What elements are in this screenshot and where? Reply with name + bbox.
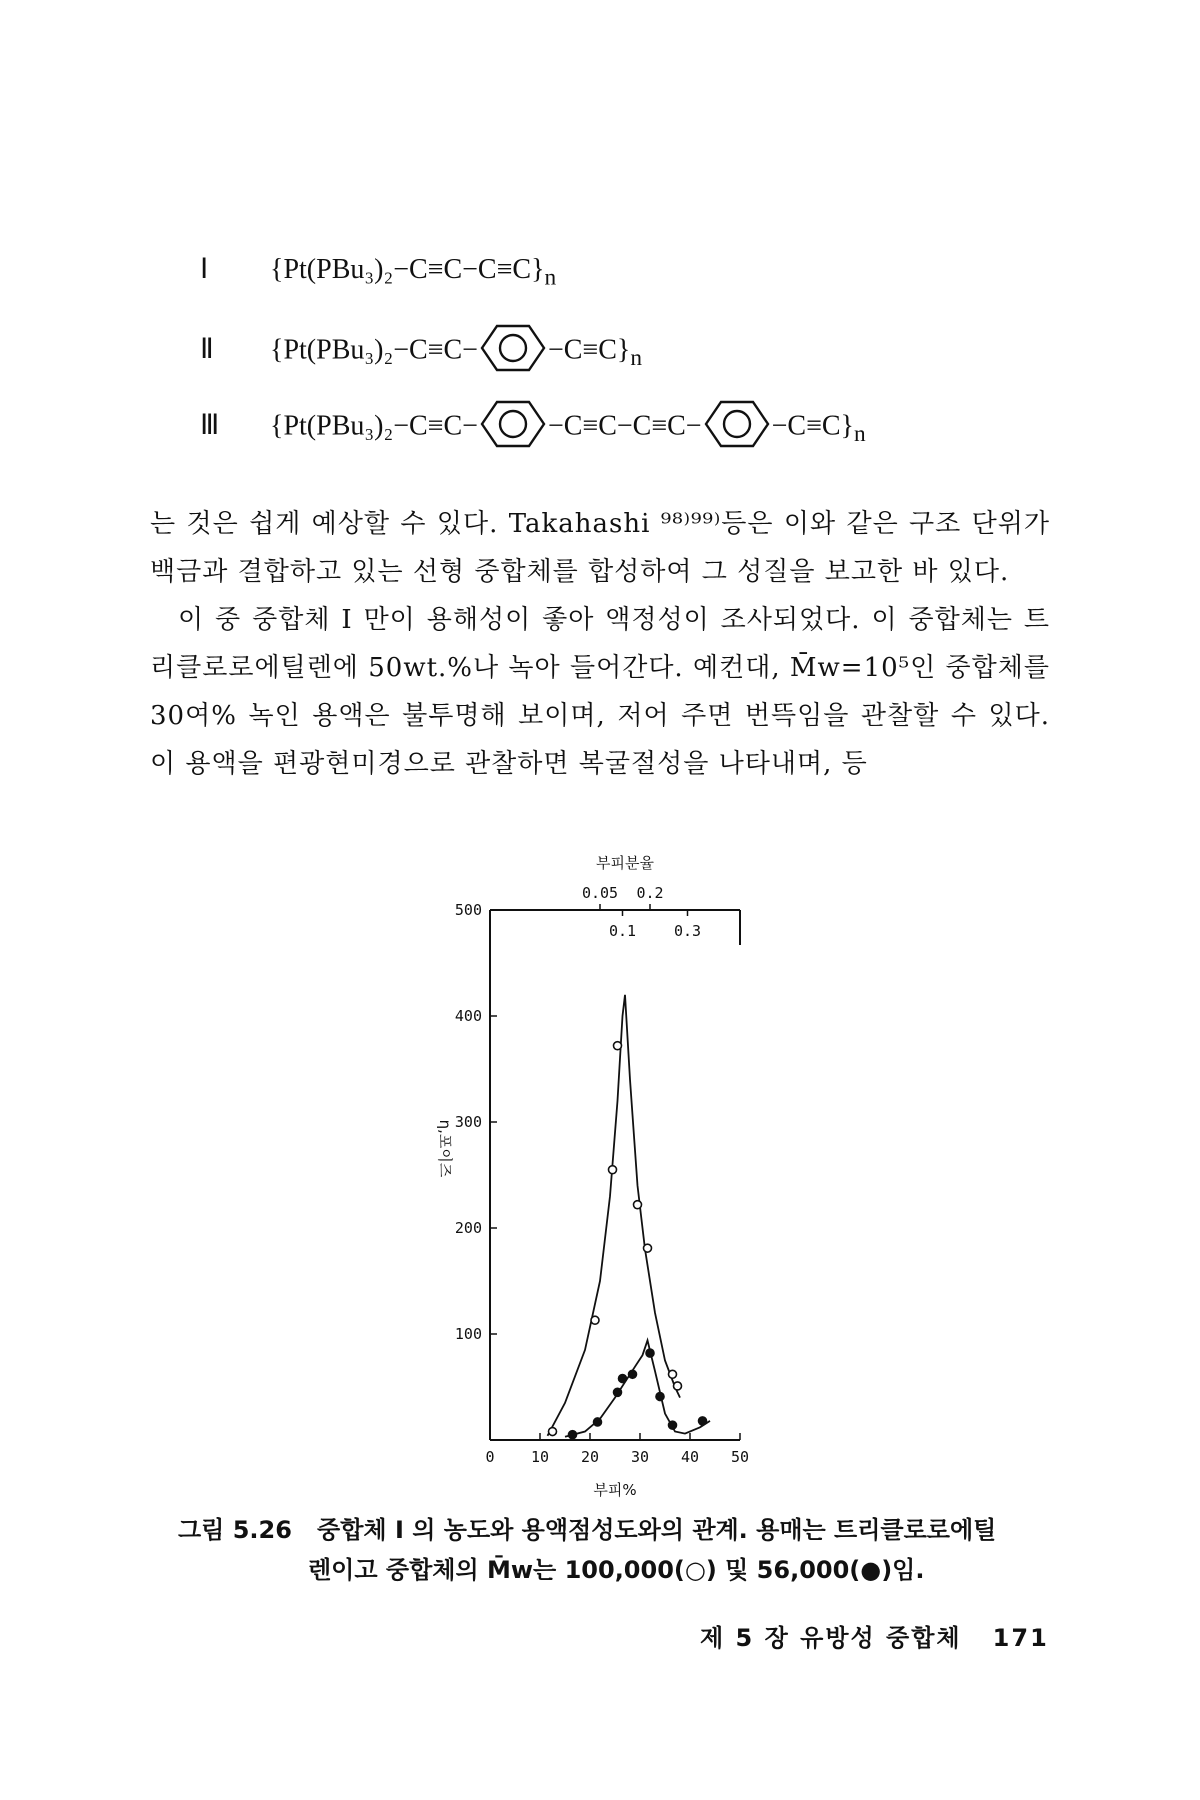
caption-line2: 렌이고 중합체의 M̄w는 100,000(○) 및 56,000(●)임. [308,1556,925,1584]
formula-I [200,252,556,292]
formula-subscript: n [630,345,642,372]
series-2-point [619,1375,627,1383]
x-tick-label: 40 [680,1448,700,1466]
x-tick-label: 0 [485,1448,495,1466]
x-tick-label: 30 [630,1448,650,1466]
top-tick-label: 0.05 [581,884,619,902]
y-tick-label: 300 [454,1113,482,1131]
series-1-point [669,1370,677,1378]
y-tick-label: 100 [454,1325,482,1343]
body-text [150,500,1050,788]
top-axis-label: 부피분율 [596,854,654,872]
series-2-point [656,1393,664,1401]
benzene-ring-icon [478,398,548,458]
y-tick-label: 500 [454,901,482,919]
series-1-point [549,1428,557,1436]
formula-text: {Pt(PBu₃)₂−C≡C− [270,334,478,366]
series-1-point [591,1316,599,1324]
benzene-ring-icon [702,398,772,458]
x-tick-label: 10 [530,1448,550,1466]
page-number: 171 [992,1624,1049,1652]
series-2-point [594,1418,602,1426]
benzene-ring-icon [478,322,548,382]
viscosity-chart [420,830,760,1510]
caption-label: 그림 5.26 [178,1516,292,1544]
paragraph-1: 는 것은 쉽게 예상할 수 있다. Takahashi ⁹⁸⁾⁹⁹⁾등은 이와 같은 구조 단위가 백금과 결합하고 있는 선형 중합체를 합성하여 그 성질을 보고한 바 있다. [150,509,1050,587]
series-1-point [614,1042,622,1050]
formula-text: −C≡C} [771,410,854,442]
formula-text: {Pt(PBu₃)₂−C≡C− [270,410,478,442]
formula-text: −C≡C−C≡C− [547,410,702,442]
y-tick-label: 400 [454,1007,482,1025]
series-2-point [569,1431,577,1439]
series-1-point [634,1201,642,1209]
top-tick-label: 0.2 [636,884,664,902]
paragraph-2: 이 중 중합체 I 만이 용해성이 좋아 액정성이 조사되었다. 이 중합체는 트리클로로에틸렌에 50wt.%나 녹아 들어간다. 예컨대, M̄w=10⁵인 중합체를 30여% 녹인 용액은 불투명해 보이며, 저어 주면 번뜩임을 관찰할 수 있다. 이 용액을 편광현미경으로 관찰하면 복굴절성을 나타내며, 등 [150,605,1050,779]
formula-numeral: Ⅱ [200,334,214,366]
series-1-curve [548,995,681,1436]
series-1-point [644,1244,652,1252]
formula-numeral: Ⅰ [200,254,209,285]
figure-caption [178,1510,1058,1590]
series-2-point [614,1388,622,1396]
x-axis-label: 부피% [593,1481,637,1499]
series-2-point [629,1370,637,1378]
y-axis-label: η,포이즈 [436,1119,454,1178]
top-tick-label: 0.1 [608,922,637,940]
x-tick-label: 50 [730,1448,750,1466]
formula-subscript: n [853,421,866,448]
caption-line1: 중합체 I 의 농도와 용액점성도와의 관계. 용매는 트리클로로에틸 [317,1516,997,1544]
y-tick-label: 200 [454,1219,482,1237]
series-2-point [699,1417,707,1425]
formula-text: {Pt(PBu₃)₂−C≡C−C≡C} [270,254,545,285]
series-1-point [609,1166,617,1174]
series-2-point [669,1421,677,1429]
formula-text: −C≡C} [547,334,631,366]
formula-III [200,398,866,458]
chapter-title: 제 5 장 유방성 중합체 [700,1624,962,1652]
formula-II [200,322,642,382]
formula-subscript: n [544,264,557,291]
series-2-curve [565,1340,710,1436]
formula-numeral: Ⅲ [200,410,220,442]
top-tick-label: 0.3 [673,922,702,940]
x-tick-label: 20 [580,1448,600,1466]
series-1-point [674,1382,682,1390]
page-footer [700,1618,1049,1653]
series-2-point [646,1349,654,1357]
